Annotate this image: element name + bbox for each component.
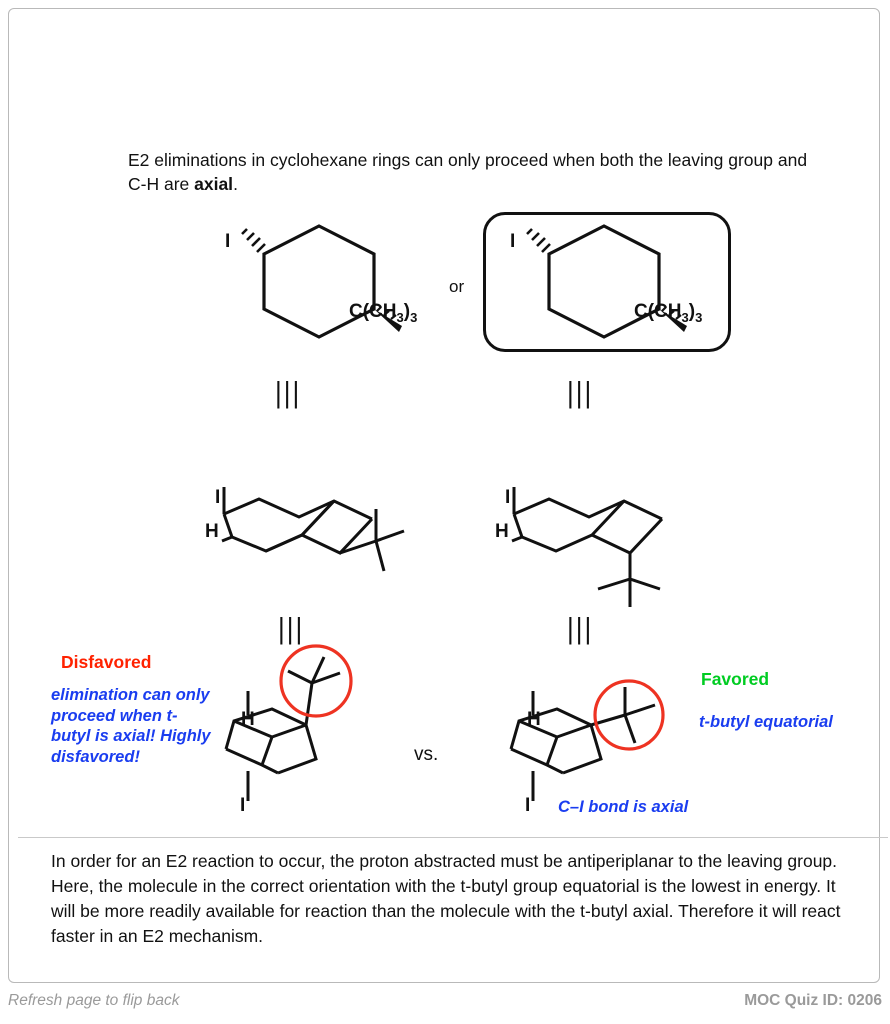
iodine-label-rotated-left: I <box>240 795 246 816</box>
structure-chair-left <box>204 479 414 599</box>
iodine-label-flat-left: I <box>225 231 231 252</box>
equivalence-symbol-3: ||| <box>278 610 305 646</box>
equivalence-symbol-1: ||| <box>275 374 302 410</box>
footer <box>8 992 882 1010</box>
quiz-card <box>8 8 880 983</box>
tbutyl-label-flat-left: $C(CH_3)_3$ <box>349 301 418 325</box>
structure-rotated-left <box>204 649 404 819</box>
quiz-id: MOC Quiz ID: 0206 <box>744 992 882 1009</box>
iodine-label-chair-right: I <box>505 487 511 508</box>
explanation-text: In order for an E2 reaction to occur, the proton abstracted must be antiperiplanar to the leaving group. Here, the molecule in the correct orientation with the t-butyl group equatorial is the lowest in energy. It will be more readily available for reaction than the molecule with the t-butyl axial. Therefore it will react faster in an E2 mechanism. <box>51 851 841 946</box>
structure-flat-right <box>499 214 729 349</box>
disfavored-note: elimination can only proceed when t-butyl is axial! Highly disfavored! <box>51 686 211 766</box>
structure-rotated-right <box>489 649 709 819</box>
intro-text <box>128 149 818 196</box>
intro-text-bold: axial <box>194 173 234 194</box>
vs-label: vs. <box>414 744 439 765</box>
refresh-hint: Refresh page to flip back <box>8 992 180 1009</box>
hydrogen-label-chair-left: H <box>205 521 219 542</box>
iodine-label-rotated-right: I <box>525 795 531 816</box>
favored-note-bottom: C–I bond is axial <box>558 798 689 816</box>
hydrogen-label-rotated-left: H <box>241 709 255 730</box>
intro-text-part1: E2 eliminations in cyclohexane rings can only proceed when both the leaving group and C-H are <box>128 150 808 194</box>
intro-text-part2: . <box>233 173 238 194</box>
section-divider <box>18 837 888 838</box>
tbutyl-label-flat-right: $C(CH_3)_3$ <box>634 301 703 325</box>
favored-note-top: t-butyl equatorial <box>699 713 833 731</box>
structure-chair-right <box>494 479 704 609</box>
iodine-label-chair-left: I <box>215 487 221 508</box>
hydrogen-label-chair-right: H <box>495 521 509 542</box>
equivalence-symbol-4: ||| <box>567 610 594 646</box>
iodine-label-flat-right: I <box>510 231 516 252</box>
hydrogen-label-rotated-right: H <box>527 709 541 730</box>
equivalence-symbol-2: ||| <box>567 374 594 410</box>
favored-label: Favored <box>701 669 770 689</box>
or-label: or <box>449 277 465 296</box>
disfavored-label: Disfavored <box>61 652 152 672</box>
structure-flat-left <box>214 214 444 349</box>
